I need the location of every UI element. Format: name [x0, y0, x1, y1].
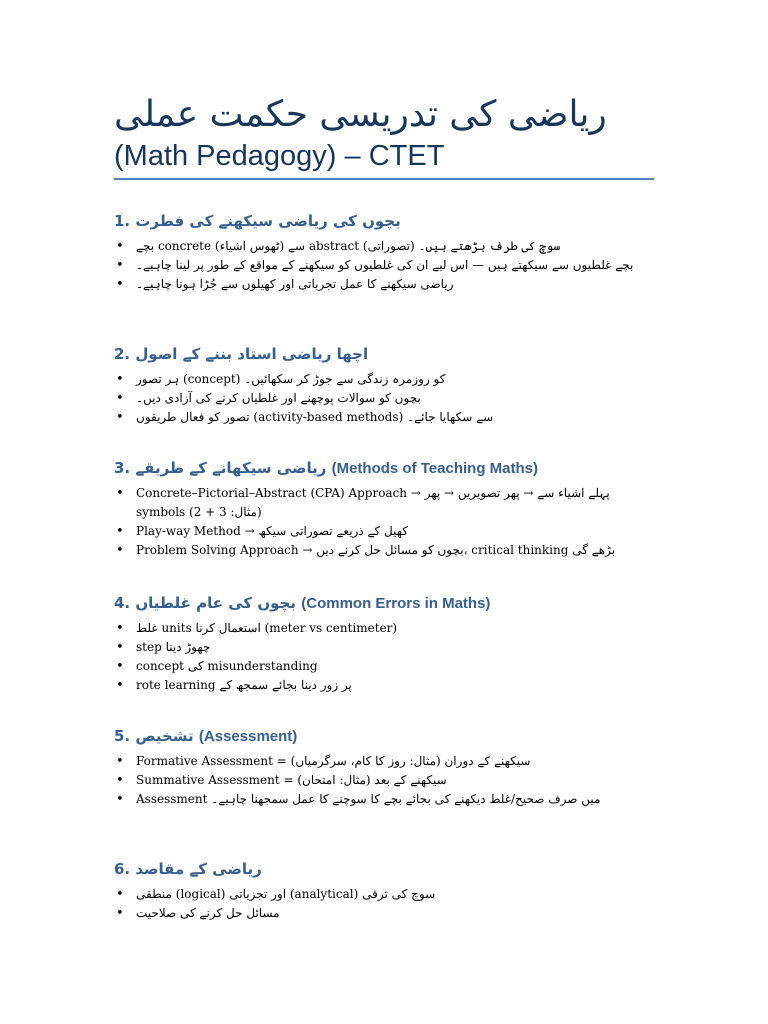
section-number: 4.	[114, 594, 131, 612]
section-heading	[114, 209, 654, 233]
section-heading	[114, 857, 654, 881]
section-6	[114, 857, 654, 923]
section-heading-urdu: ریاضی کے مقاصد	[135, 860, 262, 878]
title-divider	[114, 178, 654, 180]
section-number: 2.	[114, 345, 131, 363]
section-number: 6.	[114, 860, 131, 878]
bullet-list	[114, 484, 654, 560]
bullet-list	[114, 619, 654, 695]
list-item: • concept کی misunderstanding	[114, 657, 654, 676]
title-english: (Math Pedagogy) – CTET	[114, 140, 445, 172]
section-1	[114, 209, 654, 294]
list-item: • ہر تصور (concept) کو روزمرہ زندگی سے جوڑ کر سکھائیں۔	[114, 370, 654, 389]
section-heading-urdu: اچھا ریاضی استاد بننے کے اصول	[135, 345, 369, 363]
list-item: • Assessment میں صرف صحیح/غلط دیکھنے کی بجائے بچے کا سوچنے کا عمل سمجھنا چاہیے۔	[114, 790, 641, 809]
section-heading-urdu: تشخیص	[135, 727, 194, 745]
section-heading	[114, 724, 654, 748]
bullet-list	[114, 370, 654, 427]
list-item: • Formative Assessment = سیکھنے کے دوران (مثال: روز کا کام، سرگرمیاں)	[114, 752, 654, 771]
section-5	[114, 724, 654, 809]
list-item: • Play-way Method → کھیل کے ذریعے تصوراتی سیکھ	[114, 522, 654, 541]
list-item: • Concrete–Pictorial–Abstract (CPA) Approach → پہلے اشیاء سے → پھر تصویریں → پھر symbols (مثال: 3 + 2)	[114, 484, 641, 522]
bullet-list	[114, 237, 654, 294]
section-heading-english: (Common Errors in Maths)	[301, 595, 491, 612]
section-heading-urdu: بچوں کی عام غلطیاں	[135, 594, 297, 612]
list-item: • مسائل حل کرنے کی صلاحیت	[114, 904, 654, 923]
section-3	[114, 456, 654, 560]
list-item: • تصور کو فعال طریقوں (activity-based methods) سے سکھایا جائے۔	[114, 408, 654, 427]
list-item: • Problem Solving Approach → بچوں کو مسائل حل کرنے دیں، critical thinking بڑھے گی	[114, 541, 654, 560]
section-heading-english: (Methods of Teaching Maths)	[331, 460, 538, 477]
section-heading-urdu: ریاضی سیکھانے کے طریقے	[135, 459, 327, 477]
section-heading-urdu: بچوں کی ریاضی سیکھنے کی فطرت	[135, 212, 401, 230]
section-2	[114, 342, 654, 427]
list-item: • بچے concrete (ٹھوس اشیاء) سے abstract (تصوراتی) سوچ کی طرف بڑھتے ہیں۔	[114, 237, 654, 256]
list-item: • step چھوڑ دینا	[114, 638, 654, 657]
list-item: • بچے غلطیوں سے سیکھتے ہیں — اس لیے ان کی غلطیوں کو سیکھنے کے مواقع کے طور پر لینا چاہیے۔	[114, 256, 641, 275]
list-item: • بچوں کو سوالات پوچھنے اور غلطیاں کرنے کی آزادی دیں۔	[114, 389, 654, 408]
bullet-list	[114, 752, 654, 809]
section-heading	[114, 591, 654, 615]
list-item: • Summative Assessment = سیکھنے کے بعد (مثال: امتحان)	[114, 771, 654, 790]
section-heading-english: (Assessment)	[198, 728, 298, 745]
section-4	[114, 591, 654, 695]
section-number: 3.	[114, 459, 131, 477]
section-heading	[114, 342, 654, 366]
list-item: • ریاضی سیکھنے کا عمل تجرباتی اور کھیلوں سے جُڑا ہونا چاہیے۔	[114, 275, 654, 294]
section-heading	[114, 456, 654, 480]
bullet-list	[114, 885, 654, 923]
section-number: 1.	[114, 212, 131, 230]
list-item: • غلط units استعمال کرنا (meter vs centimeter)	[114, 619, 654, 638]
list-item: • rote learning پر زور دینا بجائے سمجھ کے	[114, 676, 654, 695]
title-urdu: ریاضی کی تدریسی حکمت عملی	[114, 94, 607, 135]
section-number: 5.	[114, 727, 131, 745]
list-item: • منطقی (logical) اور تجزیاتی (analytical) سوچ کی ترقی	[114, 885, 654, 904]
